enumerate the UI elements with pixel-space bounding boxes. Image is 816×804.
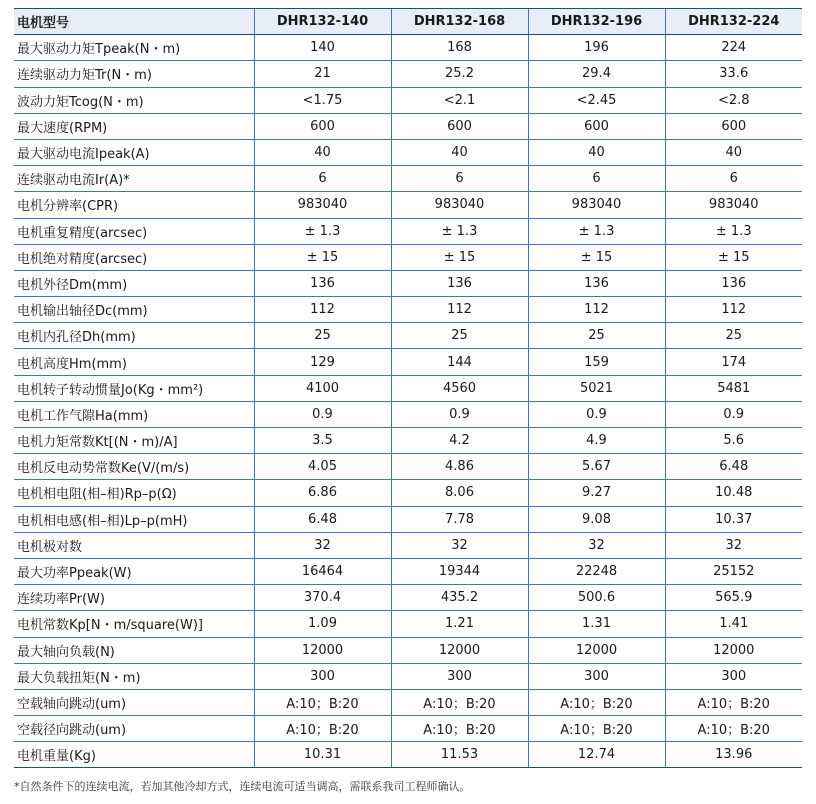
value-cell: ± 1.3 [528, 218, 665, 244]
value-cell: 129 [254, 349, 391, 375]
value-cell: 112 [391, 297, 528, 323]
value-cell: 32 [391, 532, 528, 558]
table-row [14, 113, 802, 139]
parameter-name-cell: 电机极对数 [14, 532, 254, 558]
value-cell: 136 [391, 270, 528, 296]
parameter-name-cell: 电机力矩常数Kt[(N・m)/A] [14, 428, 254, 454]
value-cell: 6.48 [254, 506, 391, 532]
value-cell: 6 [391, 166, 528, 192]
header-cell-dhr132-140: DHR132-140 [254, 9, 391, 35]
table-row [14, 166, 802, 192]
value-cell: 12000 [665, 637, 802, 663]
parameter-name-cell: 最大速度(RPM) [14, 113, 254, 139]
table-row [14, 323, 802, 349]
value-cell: <1.75 [254, 87, 391, 113]
value-cell: A:10；B:20 [391, 689, 528, 715]
value-cell: 5.67 [528, 454, 665, 480]
value-cell: 983040 [665, 192, 802, 218]
table-row [14, 218, 802, 244]
value-cell: 1.41 [665, 611, 802, 637]
value-cell: 21 [254, 61, 391, 87]
value-cell: 25 [528, 323, 665, 349]
value-cell: 12000 [391, 637, 528, 663]
parameter-name-cell: 最大负载扭矩(N・m) [14, 663, 254, 689]
value-cell: 3.5 [254, 428, 391, 454]
value-cell: A:10；B:20 [528, 689, 665, 715]
value-cell: 136 [254, 270, 391, 296]
value-cell: ± 1.3 [254, 218, 391, 244]
value-cell: 1.09 [254, 611, 391, 637]
table-row [14, 375, 802, 401]
footnote: *自然条件下的连续电流，若加其他冷却方式，连续电流可适当调高，需联系我司工程师确认。 [14, 780, 471, 793]
value-cell: 29.4 [528, 61, 665, 87]
value-cell: 168 [391, 35, 528, 61]
value-cell: 25 [254, 323, 391, 349]
value-cell: ± 1.3 [665, 218, 802, 244]
value-cell: 600 [391, 113, 528, 139]
value-cell: A:10；B:20 [665, 689, 802, 715]
value-cell: 300 [665, 663, 802, 689]
value-cell: 32 [665, 532, 802, 558]
value-cell: 9.27 [528, 480, 665, 506]
parameter-name-cell: 最大驱动电流Ipeak(A) [14, 139, 254, 165]
value-cell: A:10；B:20 [665, 716, 802, 742]
table-row [14, 558, 802, 584]
value-cell: ± 1.3 [391, 218, 528, 244]
table-row [14, 87, 802, 113]
value-cell: 8.06 [391, 480, 528, 506]
parameter-name-cell: 电机重量(Kg) [14, 742, 254, 768]
table-row [14, 663, 802, 689]
value-cell: <2.45 [528, 87, 665, 113]
value-cell: 500.6 [528, 585, 665, 611]
value-cell: 300 [528, 663, 665, 689]
value-cell: 16464 [254, 558, 391, 584]
parameter-name-cell: 连续驱动电流Ir(A)* [14, 166, 254, 192]
value-cell: 10.48 [665, 480, 802, 506]
value-cell: 7.78 [391, 506, 528, 532]
value-cell: 370.4 [254, 585, 391, 611]
value-cell: A:10；B:20 [254, 716, 391, 742]
table-row [14, 611, 802, 637]
value-cell: 5.6 [665, 428, 802, 454]
value-cell: 300 [254, 663, 391, 689]
table-row [14, 349, 802, 375]
parameter-name-cell: 电机绝对精度(arcsec) [14, 244, 254, 270]
value-cell: 136 [528, 270, 665, 296]
parameter-name-cell: 最大轴向负载(N) [14, 637, 254, 663]
parameter-name-cell: 电机工作气隙Ha(mm) [14, 401, 254, 427]
value-cell: 983040 [528, 192, 665, 218]
value-cell: ± 15 [391, 244, 528, 270]
table-row [14, 428, 802, 454]
table-row [14, 270, 802, 296]
value-cell: 136 [665, 270, 802, 296]
value-cell: 983040 [391, 192, 528, 218]
value-cell: 5481 [665, 375, 802, 401]
value-cell: 565.9 [665, 585, 802, 611]
value-cell: 6.86 [254, 480, 391, 506]
parameter-name-cell: 最大功率Ppeak(W) [14, 558, 254, 584]
value-cell: ± 15 [528, 244, 665, 270]
value-cell: 1.21 [391, 611, 528, 637]
value-cell: 112 [254, 297, 391, 323]
value-cell: 4.86 [391, 454, 528, 480]
table-row [14, 192, 802, 218]
parameter-name-cell: 电机高度Hm(mm) [14, 349, 254, 375]
parameter-name-cell: 电机常数Kp[N・m/square(W)] [14, 611, 254, 637]
value-cell: 40 [391, 139, 528, 165]
value-cell: 600 [254, 113, 391, 139]
table-row [14, 139, 802, 165]
parameter-name-cell: 波动力矩Tcog(N・m) [14, 87, 254, 113]
value-cell: 159 [528, 349, 665, 375]
value-cell: 6 [665, 166, 802, 192]
value-cell: 300 [391, 663, 528, 689]
value-cell: 144 [391, 349, 528, 375]
value-cell: 435.2 [391, 585, 528, 611]
value-cell: 6 [528, 166, 665, 192]
value-cell: 4.9 [528, 428, 665, 454]
table-row [14, 401, 802, 427]
table-row [14, 742, 802, 768]
parameter-name-cell: 电机外径Dm(mm) [14, 270, 254, 296]
value-cell: 4.2 [391, 428, 528, 454]
value-cell: 10.37 [665, 506, 802, 532]
table-row [14, 532, 802, 558]
parameter-name-cell: 空载径向跳动(um) [14, 716, 254, 742]
value-cell: 25.2 [391, 61, 528, 87]
table-header-row [14, 9, 802, 35]
value-cell: 11.53 [391, 742, 528, 768]
value-cell: 25 [665, 323, 802, 349]
table-row [14, 480, 802, 506]
value-cell: 32 [254, 532, 391, 558]
parameter-name-cell: 电机相电感(相–相)Lp–p(mH) [14, 506, 254, 532]
parameter-name-cell: 连续功率Pr(W) [14, 585, 254, 611]
parameter-name-cell: 空载轴向跳动(um) [14, 689, 254, 715]
value-cell: 40 [254, 139, 391, 165]
value-cell: 9.08 [528, 506, 665, 532]
header-cell-dhr132-224: DHR132-224 [665, 9, 802, 35]
table-row [14, 585, 802, 611]
value-cell: <2.8 [665, 87, 802, 113]
table-row [14, 506, 802, 532]
parameter-name-cell: 电机分辨率(CPR) [14, 192, 254, 218]
table-row [14, 61, 802, 87]
value-cell: 4560 [391, 375, 528, 401]
value-cell: A:10；B:20 [254, 689, 391, 715]
parameter-name-cell: 连续驱动力矩Tr(N・m) [14, 61, 254, 87]
parameter-name-cell: 电机反电动势常数Ke(V/(m/s) [14, 454, 254, 480]
parameter-name-cell: 电机转子转动惯量Jo(Kg・mm²) [14, 375, 254, 401]
header-cell-dhr132-196: DHR132-196 [528, 9, 665, 35]
value-cell: 983040 [254, 192, 391, 218]
header-cell-dhr132-168: DHR132-168 [391, 9, 528, 35]
parameter-name-cell: 电机重复精度(arcsec) [14, 218, 254, 244]
value-cell: 0.9 [254, 401, 391, 427]
value-cell: 196 [528, 35, 665, 61]
value-cell: 112 [665, 297, 802, 323]
value-cell: 0.9 [665, 401, 802, 427]
table-row [14, 35, 802, 61]
value-cell: A:10；B:20 [391, 716, 528, 742]
spec-table [14, 8, 802, 768]
parameter-name-cell: 电机输出轴径Dc(mm) [14, 297, 254, 323]
value-cell: 12.74 [528, 742, 665, 768]
value-cell: A:10；B:20 [528, 716, 665, 742]
value-cell: 5021 [528, 375, 665, 401]
value-cell: ± 15 [665, 244, 802, 270]
table-body [14, 35, 802, 768]
parameter-name-cell: 最大驱动力矩Tpeak(N・m) [14, 35, 254, 61]
table-row [14, 454, 802, 480]
value-cell: 4.05 [254, 454, 391, 480]
value-cell: 0.9 [391, 401, 528, 427]
value-cell: 224 [665, 35, 802, 61]
value-cell: 6.48 [665, 454, 802, 480]
value-cell: 19344 [391, 558, 528, 584]
value-cell: 40 [528, 139, 665, 165]
value-cell: 600 [665, 113, 802, 139]
value-cell: 40 [665, 139, 802, 165]
table-row [14, 716, 802, 742]
value-cell: 25 [391, 323, 528, 349]
value-cell: 4100 [254, 375, 391, 401]
value-cell: 112 [528, 297, 665, 323]
value-cell: 174 [665, 349, 802, 375]
value-cell: 600 [528, 113, 665, 139]
value-cell: 22248 [528, 558, 665, 584]
value-cell: 12000 [528, 637, 665, 663]
value-cell: 12000 [254, 637, 391, 663]
parameter-name-cell: 电机相电阻(相–相)Rp–p(Ω) [14, 480, 254, 506]
value-cell: 1.31 [528, 611, 665, 637]
value-cell: 25152 [665, 558, 802, 584]
value-cell: 33.6 [665, 61, 802, 87]
table-row [14, 637, 802, 663]
header-cell-model: 电机型号 [14, 9, 254, 35]
value-cell: 13.96 [665, 742, 802, 768]
value-cell: 32 [528, 532, 665, 558]
value-cell: 10.31 [254, 742, 391, 768]
table-row [14, 244, 802, 270]
value-cell: ± 15 [254, 244, 391, 270]
table-row [14, 297, 802, 323]
value-cell: 6 [254, 166, 391, 192]
table-row [14, 689, 802, 715]
parameter-name-cell: 电机内孔径Dh(mm) [14, 323, 254, 349]
value-cell: 0.9 [528, 401, 665, 427]
value-cell: 140 [254, 35, 391, 61]
value-cell: <2.1 [391, 87, 528, 113]
